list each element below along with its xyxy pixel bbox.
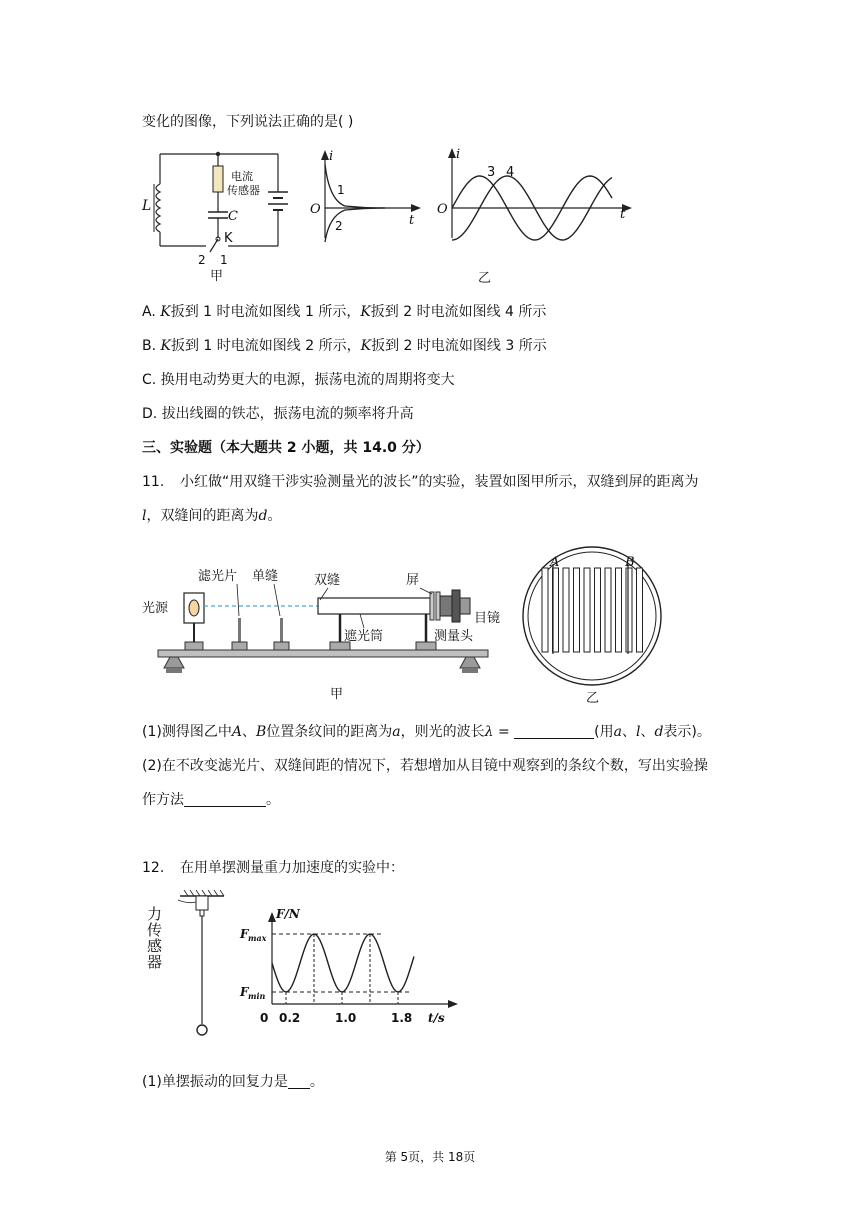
switch-label: K: [224, 231, 233, 246]
origin-label: O: [310, 202, 321, 217]
q11-stem-line2: l，双缝间的距离为d。: [142, 508, 282, 524]
bright-fringe: [637, 568, 643, 652]
option-label: A.: [142, 304, 156, 320]
force-sensor-label: 力传感器: [147, 905, 163, 971]
y-axis-label: F/N: [276, 907, 300, 921]
q11-sub2-line1: (2)在不改变滤光片、双缝间距的情况下，若想增加从目镜中观察到的条纹个数，写出实验操: [142, 758, 708, 774]
curve-1-label: 1: [337, 183, 345, 197]
q12-stem: 在用单摆测量重力加速度的实验中：: [180, 860, 404, 876]
q12-force-time-graph: [232, 904, 472, 1034]
q12-sub1: (1)单摆振动的回复力是 。: [142, 1074, 324, 1090]
label-double-slit: 双缝: [314, 573, 341, 588]
figure-jia-caption: 甲: [210, 269, 224, 284]
q11-figure-yi: [520, 538, 670, 708]
label-eyepiece: 目镜: [474, 611, 501, 626]
option-label: B.: [142, 338, 157, 354]
axis-t-label-2: t: [620, 207, 626, 222]
label-light-source: 光源: [142, 601, 169, 616]
q10-figure-jia: [140, 146, 300, 286]
label-shade-tube: 遮光筒: [344, 629, 384, 644]
curve-4-label: 4: [506, 165, 515, 180]
page-footer: 第 5页，共 18页: [384, 1150, 476, 1164]
fringe-label-b: B: [625, 555, 635, 570]
label-measuring-head: 测量头: [434, 629, 474, 644]
tick-0-2: 0.2: [279, 1011, 301, 1025]
bright-fringe: [542, 568, 548, 652]
curve-2-label: 2: [335, 219, 343, 233]
option-d[interactable]: D. 拔出线圈的铁芯，振荡电流的频率将升高: [142, 406, 414, 422]
tick-1-8: 1.8: [391, 1011, 413, 1025]
figure-yi-caption-2: 乙: [586, 691, 600, 706]
q11-sub1: (1)测得图乙中A、B位置条纹间的距离为a，则光的波长λ = (用a、l、d表示)。: [142, 724, 711, 740]
fmax-label: F: [240, 927, 249, 941]
x-axis-label: t/s: [428, 1011, 445, 1025]
fringe-label-a: A: [550, 555, 560, 570]
answer-blank-restoring-force[interactable]: [288, 1074, 310, 1089]
answer-blank-wavelength[interactable]: [514, 724, 594, 739]
bright-fringe: [626, 568, 632, 652]
bright-fringe: [595, 568, 601, 652]
capacitor-label: C: [228, 209, 238, 224]
sensor-label-2: 传感器: [227, 184, 260, 197]
figure-yi-caption: 乙: [478, 271, 492, 286]
switch-pos-1: 1: [220, 253, 228, 267]
tick-1-0: 1.0: [335, 1011, 357, 1025]
option-label: C.: [142, 372, 157, 388]
q10-stem-tail: 变化的图像，下列说法正确的是( ): [142, 114, 354, 130]
curve-3-label: 3: [487, 165, 496, 180]
axis-i-label: i: [329, 149, 334, 164]
fmin-label: F: [240, 985, 249, 999]
bright-fringe: [574, 568, 580, 652]
option-label: D.: [142, 406, 158, 422]
q11-sub2-line2: 作方法 。: [142, 792, 280, 808]
figure-jia-caption-2: 甲: [330, 687, 344, 702]
sensor-label-1: 电流: [231, 170, 253, 183]
bright-fringe: [584, 568, 590, 652]
axis-t-label: t: [409, 213, 415, 228]
label-screen: 屏: [406, 573, 420, 588]
option-a[interactable]: A. K扳到 1 时电流如图线 1 所示，K扳到 2 时电流如图线 4 所示: [142, 304, 547, 320]
q11-number: 11.: [142, 474, 165, 490]
bright-fringe: [563, 568, 569, 652]
switch-pos-2: 2: [198, 253, 206, 267]
q11-stem-line1: 小红做“用双缝干涉实验测量光的波长”的实验，装置如图甲所示，双缝到屏的距离为: [180, 474, 699, 490]
q10-figure-yi-oscillation: [432, 146, 642, 286]
option-c[interactable]: C. 换用电动势更大的电源，振荡电流的周期将变大: [142, 372, 455, 388]
origin-label-2: O: [437, 202, 448, 217]
label-single-slit: 单缝: [252, 569, 279, 584]
q10-figure-yi-transient: [305, 146, 425, 246]
fmin-subscript: min: [248, 991, 266, 1001]
inductor-label: L: [142, 198, 152, 214]
bright-fringe: [616, 568, 622, 652]
section-heading: 三、实验题（本大题共 2 小题，共 14.0 分）: [142, 440, 430, 456]
fmax-subscript: max: [248, 933, 267, 943]
answer-blank-method[interactable]: [184, 792, 266, 807]
q11-figure-jia: [140, 556, 515, 706]
q12-number: 12.: [142, 860, 165, 876]
label-filter: 滤光片: [198, 569, 238, 584]
origin-zero: 0: [260, 1011, 269, 1025]
bright-fringe: [605, 568, 611, 652]
axis-i-label-2: i: [456, 147, 461, 162]
option-b[interactable]: B. K扳到 1 时电流如图线 2 所示，K扳到 2 时电流如图线 3 所示: [142, 338, 547, 354]
